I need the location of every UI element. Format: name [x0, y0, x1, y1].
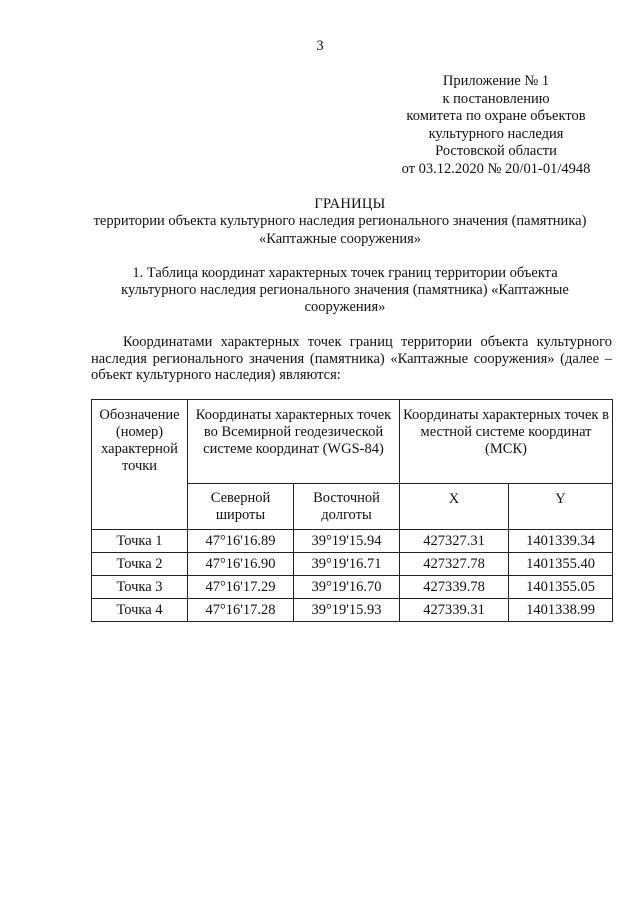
cell-latitude: 47°16'16.90	[188, 553, 294, 576]
section-line: культурного наследия регионального значения (памятника) «Каптажные	[121, 282, 569, 298]
cell-y: 1401355.40	[509, 553, 613, 576]
cell-x: 427327.78	[400, 553, 509, 576]
header-wgs: Координаты характерных точек во Всемирной геодезической системе координат (WGS-84)	[188, 400, 400, 484]
document-subtitle	[80, 213, 600, 248]
cell-x: 427339.31	[400, 599, 509, 622]
cell-y: 1401355.05	[509, 576, 613, 599]
header-north: Северной широты	[188, 484, 294, 530]
appendix-line: культурного наследия	[428, 125, 564, 142]
appendix-line: комитета по охране объектов	[406, 108, 586, 124]
appendix-line: к постановлению	[442, 90, 550, 107]
cell-longitude: 39°19'15.94	[294, 530, 400, 553]
cell-x: 427339.78	[400, 576, 509, 599]
cell-longitude: 39°19'15.93	[294, 599, 400, 622]
section-line: 1. Таблица координат характерных точек границ территории объекта	[132, 265, 558, 281]
table-row	[92, 530, 613, 553]
cell-point-name: Точка 2	[92, 553, 188, 576]
cell-point-name: Точка 1	[92, 530, 188, 553]
table-row	[92, 599, 613, 622]
intro-paragraph: Координатами характерных точек границ территории объекта культурного наследия регионального значения (памятника) «Каптажные сооружения» (далее – объект культурного наследия) являются:	[91, 334, 612, 383]
header-y: Y	[509, 484, 613, 530]
header-designation: Обозначение (номер) характерной точки	[92, 400, 188, 530]
cell-latitude: 47°16'16.89	[188, 530, 294, 553]
document-title: ГРАНИЦЫ	[314, 196, 386, 212]
table-row	[92, 553, 613, 576]
coordinates-table	[91, 399, 613, 622]
cell-y: 1401338.99	[509, 599, 613, 622]
subtitle-line: территории объекта культурного наследия регионального значения (памятника)	[93, 213, 587, 229]
header-msk: Координаты характерных точек в местной системе координат (МСК)	[400, 400, 613, 484]
section-line: сооружения»	[304, 299, 386, 315]
appendix-line: Приложение № 1	[442, 73, 550, 89]
table-row	[92, 576, 613, 599]
appendix-line: Ростовской области	[435, 143, 557, 159]
table-header-row	[92, 400, 613, 484]
subtitle-line: «Каптажные сооружения»	[258, 230, 422, 247]
cell-y: 1401339.34	[509, 530, 613, 553]
header-x: X	[400, 484, 509, 530]
page-number: 3	[316, 38, 324, 54]
cell-latitude: 47°16'17.29	[188, 576, 294, 599]
appendix-block	[380, 73, 612, 178]
appendix-line: от 03.12.2020 № 20/01-01/4948	[401, 160, 591, 177]
cell-point-name: Точка 3	[92, 576, 188, 599]
cell-longitude: 39°19'16.71	[294, 553, 400, 576]
section-heading	[110, 265, 580, 316]
cell-point-name: Точка 4	[92, 599, 188, 622]
cell-latitude: 47°16'17.28	[188, 599, 294, 622]
cell-longitude: 39°19'16.70	[294, 576, 400, 599]
header-east: Восточной долготы	[294, 484, 400, 530]
cell-x: 427327.31	[400, 530, 509, 553]
